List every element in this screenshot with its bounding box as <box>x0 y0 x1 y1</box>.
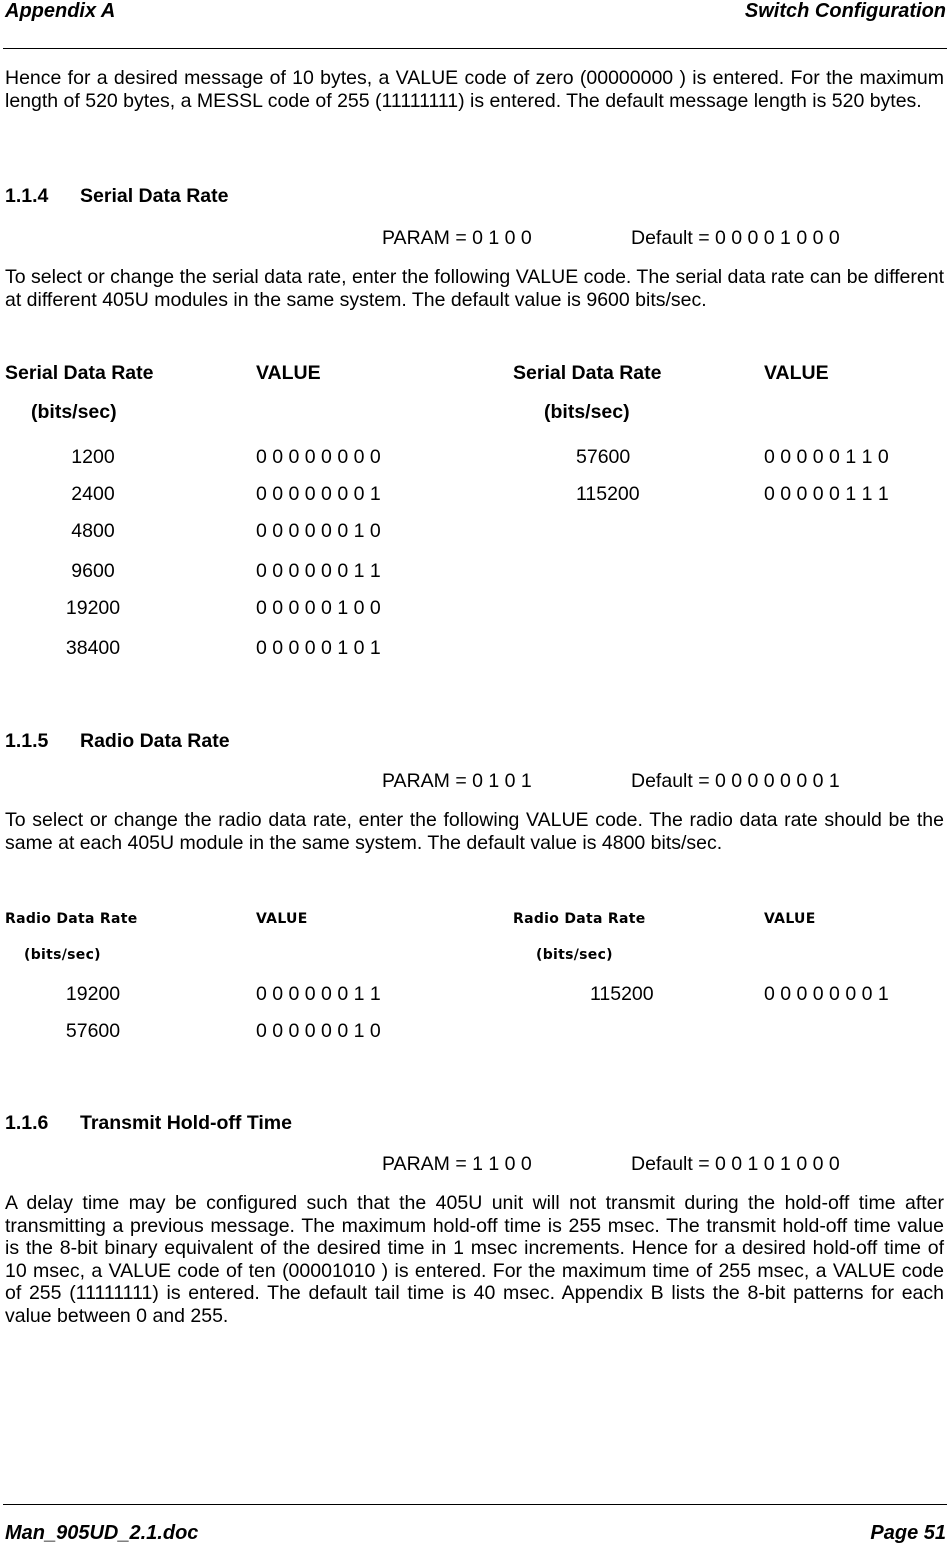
default-code: Default = 0 0 0 0 0 0 0 1 <box>631 770 840 792</box>
param-code: PARAM = 1 1 0 0 <box>382 1153 532 1175</box>
section-title: Transmit Hold-off Time <box>80 1112 292 1134</box>
table-cell-value: 0 0 0 0 0 1 0 0 <box>256 597 381 619</box>
table-cell-rate: 19200 <box>65 597 121 619</box>
default-code: Default = 0 0 0 0 1 0 0 0 <box>631 227 840 249</box>
table-cell-rate: 4800 <box>71 520 115 542</box>
table-cell-value: 0 0 0 0 0 0 0 1 <box>764 983 889 1005</box>
column-header-rate: Serial Data Rate <box>5 362 154 384</box>
column-header-value: VALUE <box>256 362 321 384</box>
footer-rule <box>3 1504 947 1505</box>
column-header-value: VALUE <box>764 362 829 384</box>
table-cell-value: 0 0 0 0 0 0 1 0 <box>256 1020 381 1042</box>
table-cell-rate: 1200 <box>71 446 115 468</box>
column-header-units: (bits/sec) <box>24 947 101 963</box>
table-cell-rate: 2400 <box>71 483 115 505</box>
table-cell-value: 0 0 0 0 0 0 1 1 <box>256 983 381 1005</box>
section-number: 1.1.6 <box>5 1112 49 1134</box>
column-header-rate: Radio Data Rate <box>513 911 646 927</box>
table-cell-rate: 57600 <box>576 446 631 468</box>
header-rule <box>3 48 947 49</box>
table-cell-rate: 19200 <box>65 983 121 1005</box>
header-left: Appendix A <box>5 0 116 22</box>
section-heading-serial-data-rate <box>5 185 229 208</box>
column-header-value: VALUE <box>256 911 308 927</box>
table-cell-value: 0 0 0 0 0 1 1 1 <box>764 483 889 505</box>
footer-right: Page 51 <box>870 1522 946 1544</box>
table-cell-rate: 38400 <box>65 637 121 659</box>
table-cell-value: 0 0 0 0 0 1 0 1 <box>256 637 381 659</box>
table-cell-value: 0 0 0 0 0 0 0 1 <box>256 483 381 505</box>
table-cell-rate: 57600 <box>65 1020 121 1042</box>
table-cell-value: 0 0 0 0 0 0 0 0 <box>256 446 381 468</box>
section-paragraph: To select or change the serial data rate, enter the following VALUE code. The serial data rate can be different at different 405U modules in the same system. The default value is 9600 bits/sec. <box>5 266 944 311</box>
param-code: PARAM = 0 1 0 0 <box>382 227 532 249</box>
column-header-rate: Radio Data Rate <box>5 911 138 927</box>
table-cell-rate: 115200 <box>590 983 654 1005</box>
section-paragraph: A delay time may be configured such that the 405U unit will not transmit during the hold-off time after transmitting a previous message. The maximum hold-off time is 255 msec. The transmit hold-off time value is the 8-bit binary equivalent of the desired time in 1 msec increments. Hence for a desired hold-off time of 10 msec, a VALUE code of ten (00001010 ) is entered. For the maximum time of 255 msec, a VALUE code of 255 (11111111) is entered. The default tail time is 40 msec. Appendix B lists the 8-bit patterns for each value between 0 and 255. <box>5 1192 944 1327</box>
table-cell-value: 0 0 0 0 0 0 1 1 <box>256 560 381 582</box>
column-header-units: (bits/sec) <box>536 947 613 963</box>
intro-paragraph: Hence for a desired message of 10 bytes, a VALUE code of zero (00000000 ) is entered. For the maximum length of 520 bytes, a MESSL code of 255 (11111111) is entered. The default message length is 520 bytes. <box>5 67 944 112</box>
param-code: PARAM = 0 1 0 1 <box>382 770 532 792</box>
footer-left: Man_905UD_2.1.doc <box>5 1522 199 1544</box>
table-cell-value: 0 0 0 0 0 0 1 0 <box>256 520 381 542</box>
column-header-units: (bits/sec) <box>544 401 630 423</box>
header-right: Switch Configuration <box>744 0 946 22</box>
section-paragraph: To select or change the radio data rate, enter the following VALUE code. The radio data rate should be the same at each 405U module in the same system. The default value is 4800 bits/sec. <box>5 809 944 854</box>
table-cell-rate: 9600 <box>71 560 115 582</box>
section-title: Serial Data Rate <box>80 185 229 207</box>
column-header-units: (bits/sec) <box>31 401 117 423</box>
section-heading-transmit-hold-off-time <box>5 1112 292 1135</box>
column-header-value: VALUE <box>764 911 816 927</box>
table-cell-value: 0 0 0 0 0 1 1 0 <box>764 446 889 468</box>
column-header-rate: Serial Data Rate <box>513 362 662 384</box>
table-cell-rate: 115200 <box>576 483 640 505</box>
section-number: 1.1.4 <box>5 185 49 207</box>
default-code: Default = 0 0 1 0 1 0 0 0 <box>631 1153 840 1175</box>
section-title: Radio Data Rate <box>80 730 230 752</box>
section-heading-radio-data-rate <box>5 730 230 753</box>
section-number: 1.1.5 <box>5 730 49 752</box>
